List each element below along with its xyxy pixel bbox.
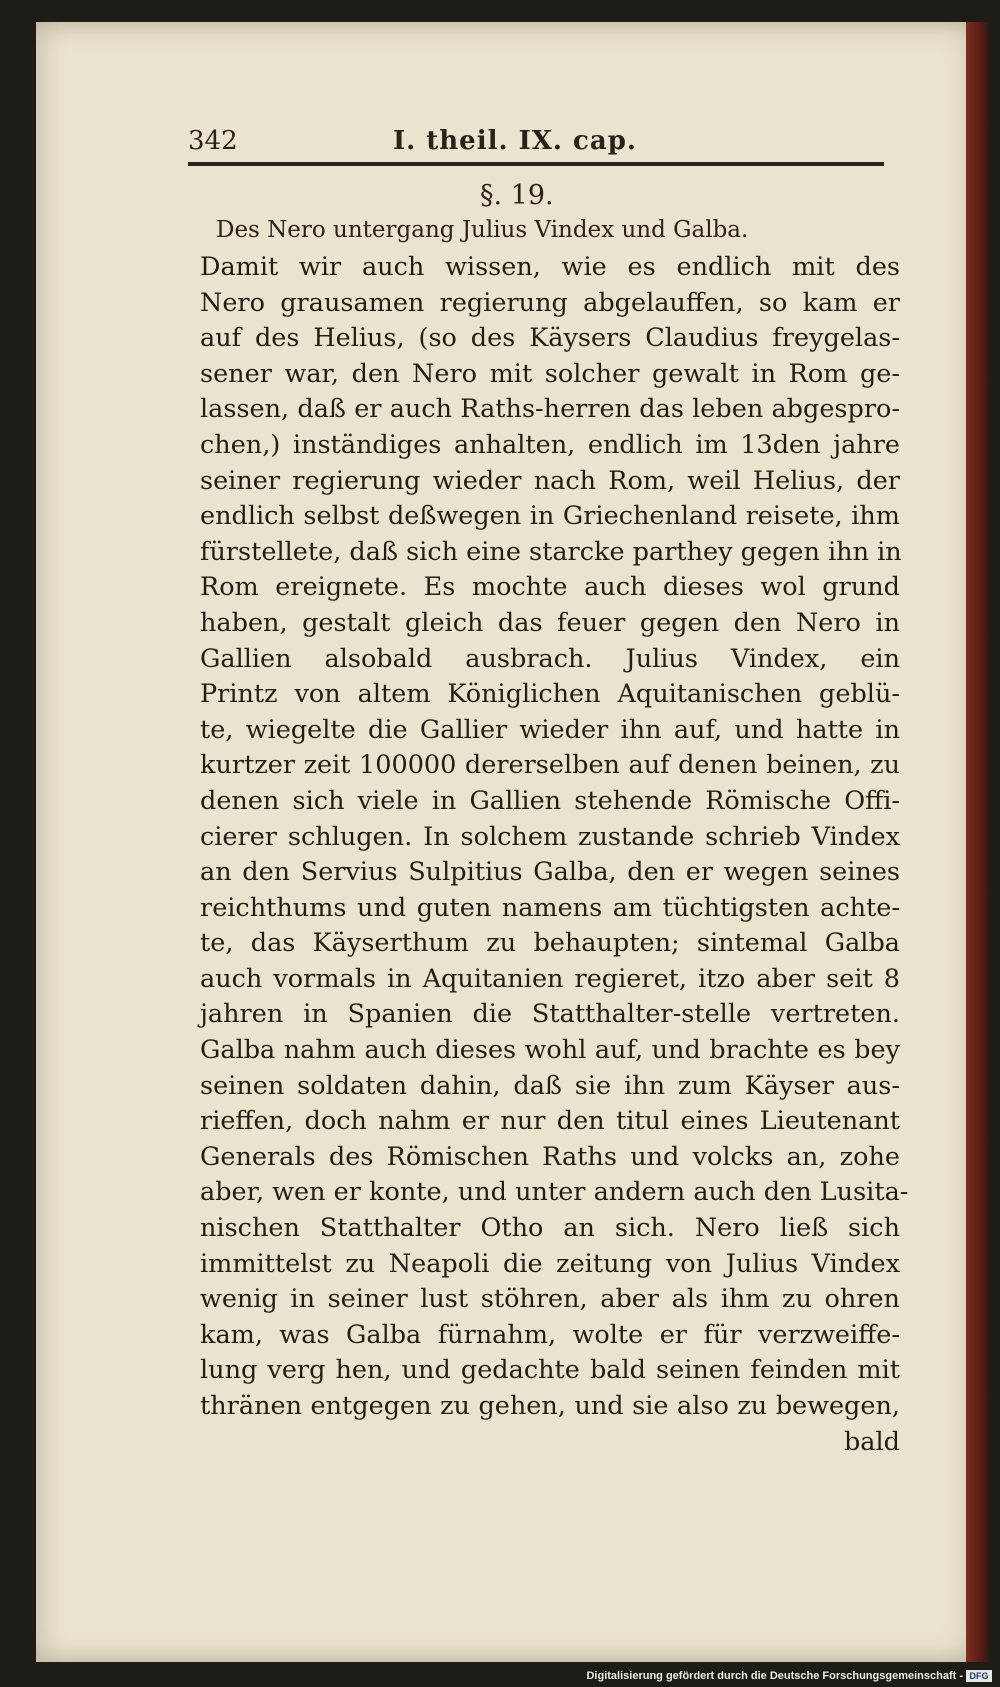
text-line: jahren in Spanien die Statthalter-stelle vertreten. (200, 999, 900, 1030)
text-line: Rom ereignete. Es mochte auch dieses wol grund (200, 572, 900, 603)
text-line: lung verg hen, und gedachte bald seinen feinden mit (200, 1355, 900, 1386)
text-line: nischen Statthalter Otho an sich. Nero ließ sich (200, 1213, 900, 1244)
text-line: lassen, daß er auch Raths-herren das leben abgespro- (200, 394, 900, 425)
catchword: bald (843, 1426, 900, 1457)
text-line: reichthums und guten namens am tüchtigsten achte- (200, 892, 900, 923)
text-line: aber, wen er konte, und unter andern auch den Lusita- (200, 1177, 909, 1208)
text-line: haben, gestalt gleich das feuer gegen den Nero in (200, 607, 900, 638)
text-line: te, das Käyserthum zu behaupten; sintemal Galba (200, 928, 900, 959)
text-line: denen sich viele in Gallien stehende Römische Offi- (200, 785, 900, 816)
text-line: endlich selbst deßwegen in Griechenland reisete, ihm (200, 501, 900, 532)
digitization-footer (586, 1670, 992, 1682)
text-line: seiner regierung wieder nach Rom, weil Helius, der (200, 465, 900, 496)
text-line: Nero grausamen regierung abgelauffen, so kam er (200, 287, 900, 318)
text-line: chen,) inständiges anhalten, endlich im 13den jahre (200, 429, 900, 460)
running-head: I. theil. IX. cap. (393, 126, 637, 156)
text-line: Generals des Römischen Raths und volcks an, zohe (200, 1141, 900, 1172)
page-header (188, 126, 884, 162)
page-edge (966, 22, 990, 1662)
body-text (200, 250, 909, 1460)
text-line: te, wiegelte die Gallier wieder ihn auf, und hatte in (200, 714, 900, 745)
text-line: Galba nahm auch dieses wohl auf, und brachte es bey (200, 1035, 900, 1066)
text-line: sener war, den Nero mit solcher gewalt in Rom ge- (200, 358, 900, 389)
text-line: kurtzer zeit 100000 dererselben auf denen beinen, zu (200, 750, 900, 781)
text-line: Printz von altem Königlichen Aquitanischen geblü- (200, 679, 900, 710)
text-line: wenig in seiner lust stöhren, aber als ihm zu ohren (200, 1284, 900, 1315)
text-line: kam, was Galba fürnahm, wolte er für verzweiffe- (200, 1319, 900, 1350)
text-line: auf des Helius, (so des Käysers Claudius freygelas- (200, 323, 900, 354)
text-line: rieffen, doch nahm er nur den titul eines Lieutenant (200, 1106, 900, 1137)
header-rule (188, 162, 884, 166)
section-number: §. 19. (480, 180, 554, 211)
text-line: Damit wir auch wissen, wie es endlich mit des (200, 252, 900, 282)
text-line: an den Servius Sulpitius Galba, den er wegen seines (200, 857, 900, 888)
text-line: Gallien alsobald ausbrach. Julius Vindex, ein (200, 643, 900, 674)
text-line: thränen entgegen zu gehen, und sie also zu bewegen, (200, 1391, 900, 1421)
text-line: auch vormals in Aquitanien regieret, itzo aber seit 8 (200, 963, 900, 994)
text-line: immittelst zu Neapoli die zeitung von Julius Vindex (200, 1248, 900, 1279)
text-line: cierer schlugen. In solchem zustande schrieb Vindex (200, 821, 900, 852)
page-number: 342 (188, 126, 238, 156)
text-line: seinen soldaten dahin, daß sie ihn zum Käyser aus- (200, 1070, 900, 1101)
text-line: fürstellete, daß sich eine starcke parthey gegen ihn in (200, 536, 902, 567)
section-title: Des Nero untergang Julius Vindex und Galba. (216, 217, 749, 243)
footer-text: Digitalisierung gefördert durch die Deutsche Forschungsgemeinschaft - (586, 1670, 963, 1682)
dfg-logo: DFG (966, 1670, 992, 1682)
